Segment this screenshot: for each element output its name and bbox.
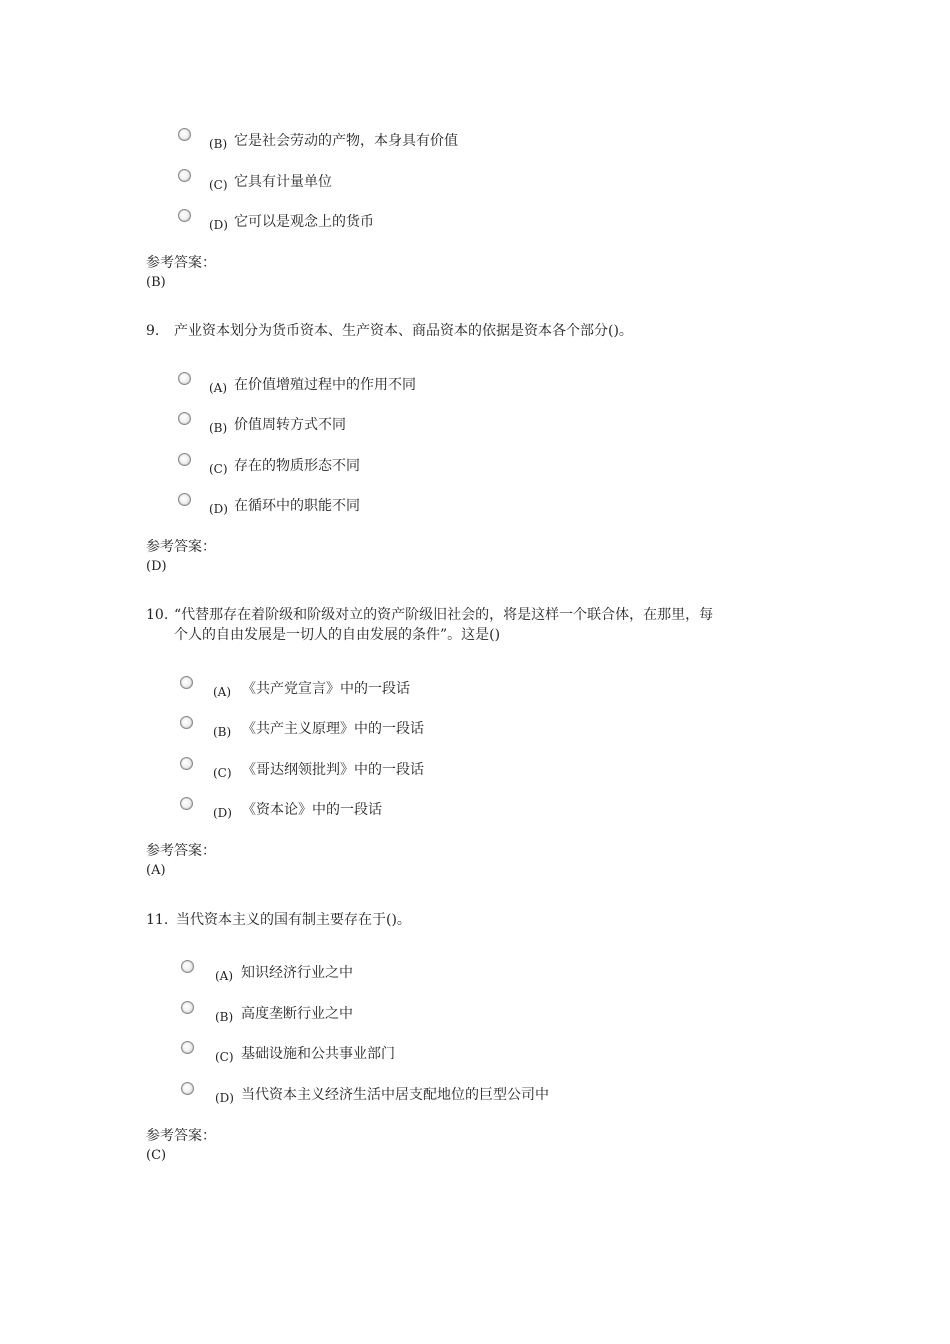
radio-button-icon[interactable] [180,716,193,729]
option-letter: (D) [215,1091,234,1105]
answer-label: 参考答案： [146,539,216,555]
option-text: 它是社会劳动的产物，本身具有价值 [234,133,458,149]
option-text: 存在的物质形态不同 [234,458,360,474]
question-number: 11. [146,912,169,928]
option-text: 基础设施和公共事业部门 [241,1046,395,1062]
option-letter: (B) [209,421,228,435]
answer-label: 参考答案： [146,1128,216,1144]
answer-value: (B) [146,275,166,290]
option-text: 它具有计量单位 [234,174,332,190]
option-text: 《哥达纲领批判》中的一段话 [242,762,424,778]
option-letter: (B) [213,725,232,739]
option-letter: (A) [213,685,232,699]
radio-button-icon[interactable] [178,209,191,222]
answer-label: 参考答案： [146,843,216,859]
option-text: 《共产党宣言》中的一段话 [242,681,410,697]
question-body: 产业资本划分为货币资本、生产资本、商品资本的依据是资本各个部分()。 [174,323,633,339]
option-text: 《共产主义原理》中的一段话 [242,721,424,737]
option-letter: (B) [209,137,228,151]
option-text: 价值周转方式不同 [234,417,346,433]
radio-button-icon[interactable] [181,1001,194,1014]
option-text: 在循环中的职能不同 [234,498,360,514]
option-text: 它可以是观念上的货币 [234,214,374,230]
option-letter: (A) [215,969,234,983]
answer-value: (D) [146,559,167,574]
question-number: 10. [146,607,169,623]
option-letter: (D) [213,806,232,820]
question-body: 当代资本主义的国有制主要存在于()。 [176,912,411,928]
option-letter: (C) [209,462,228,476]
question-number: 9. [146,323,160,339]
question-text [146,910,816,930]
radio-button-icon[interactable] [181,1041,194,1054]
radio-button-icon[interactable] [181,960,194,973]
option-text: 在价值增殖过程中的作用不同 [234,377,416,393]
radio-button-icon[interactable] [178,372,191,385]
radio-button-icon[interactable] [180,797,193,810]
option-letter: (C) [213,766,232,780]
option-text: 当代资本主义经济生活中居支配地位的巨型公司中 [241,1087,549,1103]
option-letter: (D) [209,502,228,516]
option-letter: (A) [209,381,228,395]
option-text: 知识经济行业之中 [241,965,353,981]
radio-button-icon[interactable] [178,493,191,506]
question-body-line-2: 个人的自由发展是一切人的自由发展的条件”。这是() [174,627,501,643]
radio-button-icon[interactable] [178,453,191,466]
radio-button-icon[interactable] [180,676,193,689]
question-body-line-1: “代替那存在着阶级和阶级对立的资产阶级旧社会的，将是这样一个联合体，在那里，每 [174,607,714,623]
radio-button-icon[interactable] [181,1082,194,1095]
radio-button-icon[interactable] [178,128,191,141]
option-letter: (B) [215,1010,234,1024]
question-text [146,605,816,645]
radio-button-icon[interactable] [178,169,191,182]
radio-button-icon[interactable] [180,757,193,770]
option-text: 高度垄断行业之中 [241,1006,353,1022]
answer-label: 参考答案： [146,255,216,271]
radio-button-icon[interactable] [178,412,191,425]
answer-value: (A) [146,863,166,878]
question-text [146,321,816,341]
option-letter: (C) [215,1050,234,1064]
option-letter: (D) [209,218,228,232]
option-letter: (C) [209,178,228,192]
answer-value: (C) [146,1148,167,1163]
option-text: 《资本论》中的一段话 [242,802,382,818]
